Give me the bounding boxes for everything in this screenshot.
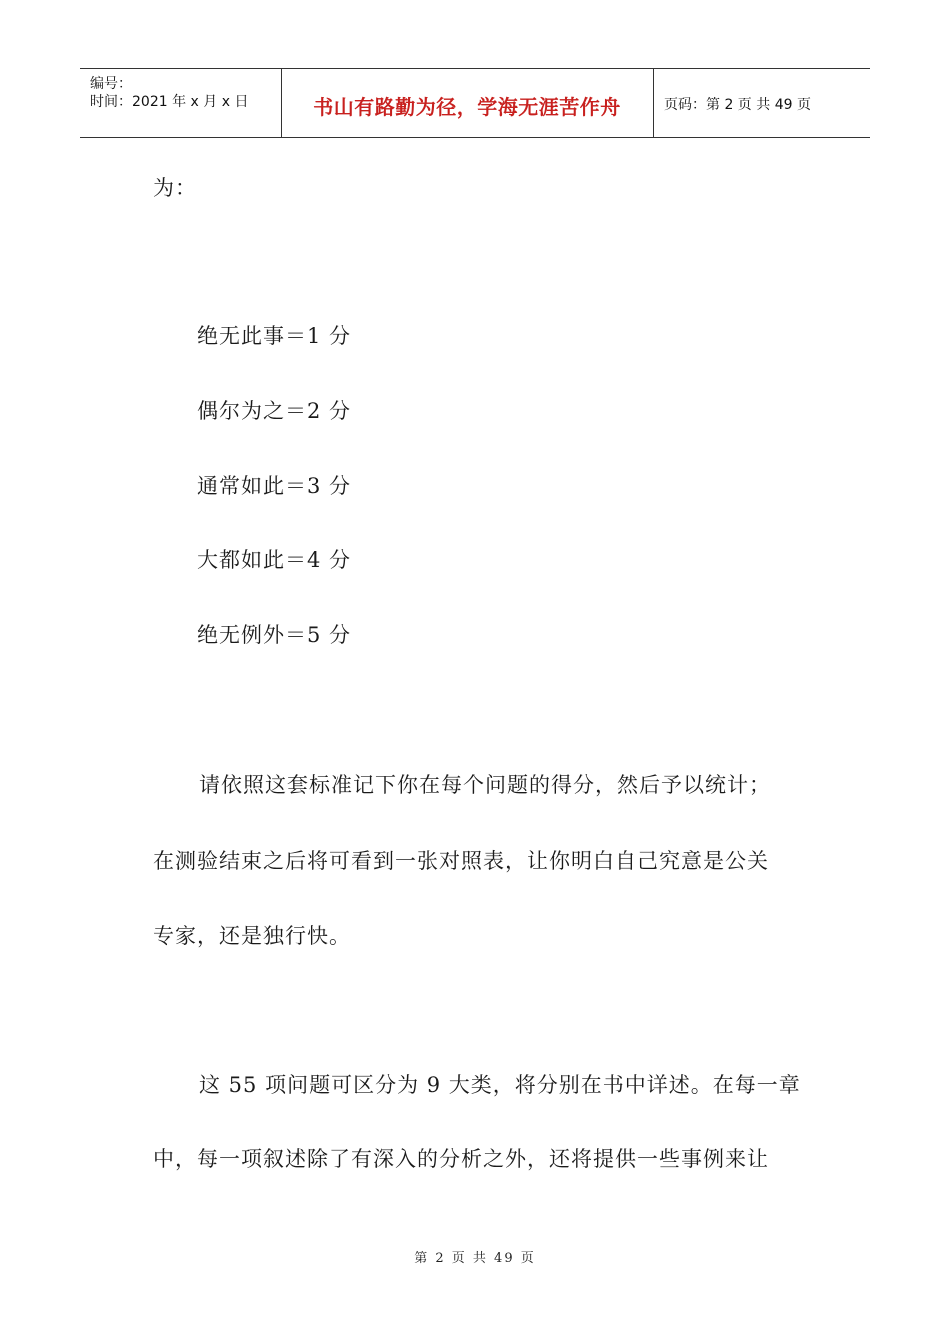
document-date: 时间：2021 年 x 月 x 日 [90, 94, 249, 110]
text-fragment: 为： [153, 176, 197, 200]
page-footer: 第 2 页 共 49 页 [414, 1251, 536, 1266]
header-motto: 书山有路勤为径，学海无涯苦作舟 [313, 95, 621, 119]
scale-item: 绝无此事＝1 分 [197, 324, 352, 348]
document-header [80, 68, 870, 138]
paragraph-line: 请依照这套标准记下你在每个问题的得分，然后予以统计； [199, 773, 771, 797]
document-number-label: 编号： [90, 76, 132, 92]
paragraph-line: 中，每一项叙述除了有深入的分析之外，还将提供一些事例来让 [153, 1147, 769, 1171]
scale-item: 大都如此＝4 分 [197, 548, 352, 572]
paragraph-line: 这 55 项问题可区分为 9 大类，将分别在书中详述。在每一章 [199, 1073, 801, 1097]
header-meta-cell [80, 69, 282, 137]
paragraph-line: 在测验结束之后将可看到一张对照表，让你明白自己究意是公关 [153, 849, 769, 873]
header-page-cell [654, 69, 870, 137]
scale-item: 绝无例外＝5 分 [197, 623, 352, 647]
scale-item: 偶尔为之＝2 分 [197, 399, 352, 423]
paragraph-line: 专家，还是独行快。 [153, 924, 351, 948]
header-page-info: 页码：第 2 页 共 49 页 [664, 97, 811, 113]
scale-item: 通常如此＝3 分 [197, 474, 352, 498]
header-motto-cell [281, 69, 654, 137]
